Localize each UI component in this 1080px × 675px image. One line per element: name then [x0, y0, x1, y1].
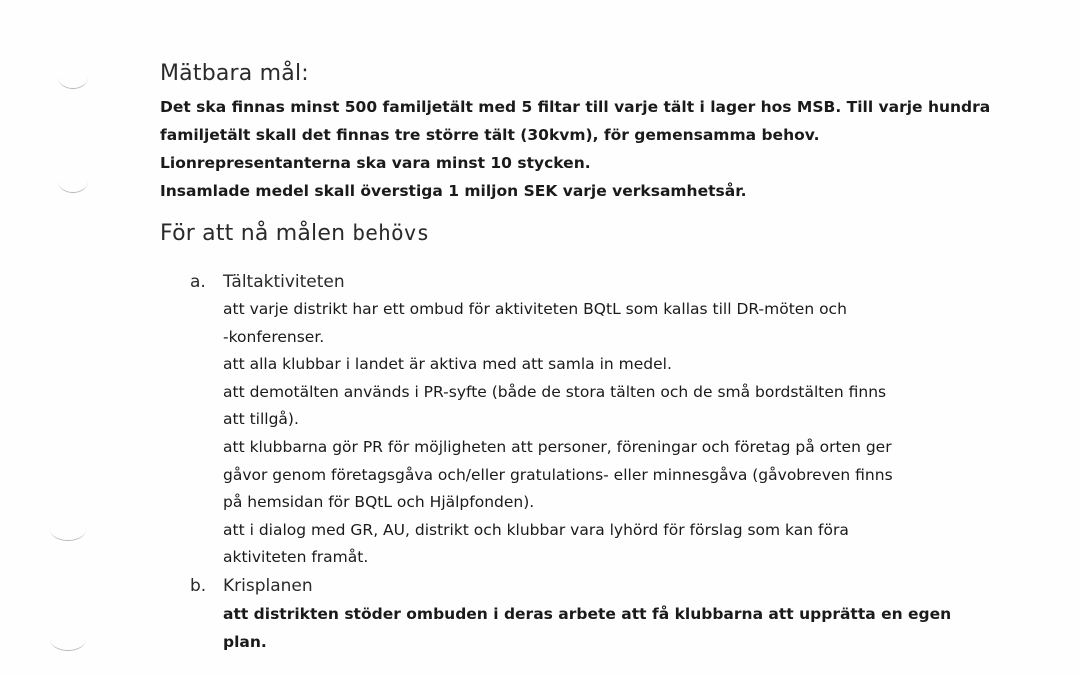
goals-line: Lionrepresentanterna ska vara minst 10 stycken. — [160, 154, 591, 172]
goals-paragraph — [160, 93, 1040, 205]
goals-line: Insamlade medel skall överstiga 1 miljon SEK varje verksamhetsår. — [160, 182, 747, 200]
goals-line: familjetält skall det finnas tre större tält (30kvm), för gemensamma behov. — [160, 126, 820, 144]
list-item-title — [190, 268, 1020, 296]
body-line: att demotälten används i PR-syfte (både de stora tälten och de små bordstälten finns — [223, 382, 887, 401]
punch-hole-shadow — [50, 628, 86, 651]
body-line: att i dialog med GR, AU, distrikt och klubbar vara lyhörd för förslag som kan föra — [223, 520, 849, 539]
list-item-krisplanen — [190, 572, 1020, 656]
body-line: -konferenser. — [223, 327, 325, 346]
requirements-list — [190, 268, 1020, 656]
body-line: att tillgå). — [223, 410, 299, 429]
punch-hole-shadow — [58, 170, 88, 193]
list-item-taltaktiviteten — [190, 268, 1020, 572]
body-line: aktiviteten framåt. — [223, 548, 369, 567]
heading-part: behövs — [352, 221, 430, 245]
list-item-letter: a. — [190, 272, 206, 292]
list-item-body — [223, 296, 1020, 572]
goals-line: Det ska finnas minst 500 familjetält med 5 filtar till varje tält i lager hos MSB. Till varje hundra — [160, 98, 991, 116]
list-item-heading: Tältaktiviteten — [223, 272, 345, 292]
list-item-heading: Krisplanen — [223, 575, 313, 596]
body-line: på hemsidan för BQtL och Hjälpfonden). — [223, 493, 535, 512]
list-item-title — [190, 572, 1020, 600]
heading-part: För att nå målen — [160, 221, 346, 246]
body-line: gåvor genom företagsgåva och/eller gratulations- eller minnesgåva (gåvobreven finns — [223, 465, 893, 484]
body-line: att distrikten stöder ombuden i deras arbete att få klubbarna att upprätta en egen — [223, 604, 952, 623]
list-item-body — [223, 600, 1020, 656]
body-line: att klubbarna gör PR för möjligheten att personer, föreningar och företag på orten ger — [223, 437, 892, 456]
punch-hole-shadow — [50, 518, 86, 541]
heading-matbara-mal: Mätbara mål: — [160, 61, 309, 86]
body-line: att alla klubbar i landet är aktiva med att samla in medel. — [223, 355, 672, 374]
punch-hole-shadow — [58, 66, 88, 89]
list-item-letter: b. — [190, 575, 207, 596]
heading-for-att-na-malen — [160, 221, 429, 246]
body-line: att varje distrikt har ett ombud för aktiviteten BQtL som kallas till DR-möten och — [223, 300, 847, 318]
body-line: plan. — [223, 632, 267, 651]
